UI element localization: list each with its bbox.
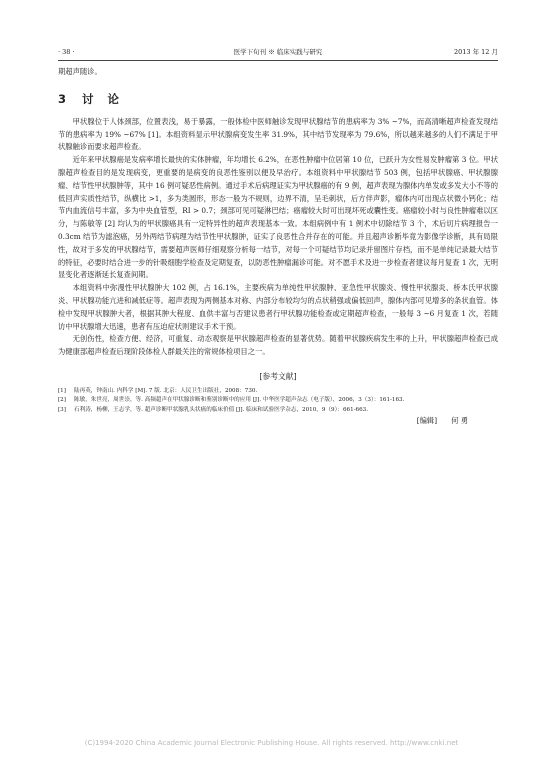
section-number: 3 <box>58 91 67 106</box>
reference-item <box>58 387 498 396</box>
section-heading <box>58 91 498 107</box>
paragraph: 本组资料中弥漫性甲状腺肿大 102 例，占 16.1%，主要疾病为单纯性甲状腺肿、亚急性甲状腺炎、慢性甲状腺炎、桥本氏甲状腺炎、甲状腺功能亢进和减低症等。超声表现为两侧基本对称、内部分布较均匀的点状稍强或偏低回声，腺体内部可见增多的条状血管。体检中发现甲状腺肿大者，根据其肿大程度、血供丰富与否建议患者行甲状腺功能检查或定期超声检查，一般每 3 ~6 月复查 1 次，若随访中甲状腺增大迅速，患者有压迫症状则建议手术干预。 <box>58 283 498 331</box>
journal-name: 医学下旬刊 ※ 临床实践与研究 <box>233 48 323 56</box>
page-number: · 38 · <box>58 48 75 56</box>
running-header <box>58 46 498 58</box>
reference-item <box>58 396 498 405</box>
header-rule <box>58 60 498 61</box>
reference-text: 陈敏，朱世亮，周世崇，等. 高频超声在甲状腺诊断和鉴别诊断中的应用 [J]. 中华医学超声杂志（电子版），2006，3（3）：161-163. <box>74 397 405 404</box>
reference-list <box>58 387 498 415</box>
reference-index: [1] <box>58 387 66 394</box>
paragraph: 甲状腺位于人体颈部，位置表浅，易于暴露，一般体检中医师触诊发现甲状腺结节的患病率为 3% ~7%，而高清晰超声检查发现结节的患病率为 19% ~67% [1]。本组资料显示甲状腺病变发生率 31.9%，其中结节发现率为 79.6%，所以越来越多的人们不满足于甲状腺触诊而要求超声检查。 <box>58 116 498 152</box>
paragraph: 无创伤性，检查方便、经济，可重复、动态观察是甲状腺超声检查的显著优势。随着甲状腺疾病发生率的上升，甲状腺超声检查已成为健康部超声检查后现阶段体检人群最关注的常规体检项目之一。 <box>58 334 498 357</box>
paragraph: 近年来甲状腺癌是发病率增长最快的实体肿瘤，年均增长 6.2%，在恶性肿瘤中位居第 10 位，已跃升为女性易发肿瘤第 3 位。甲状腺超声检查目的是发现病变，更重要的是病变的良恶性鉴别以便及早治疗。本组资料中甲状腺结节 503 例，包括甲状腺癌、甲状腺腺瘤、结节性甲状腺肿等，其中 16 例可疑恶性病例。通过手术后病理证实为甲状腺癌的有 9 例，超声表现为腺体内单发或多发大小不等的低回声实质性结节，纵横比 >1，多为类圆形，形态一般为不规则，边界不清，呈毛刺状，后方伴声影，瘤体内可出现点状微小钙化；结节内血流信号丰富，多为中央血管型，RI > 0.7；颈部可见可疑淋巴结；癌瘤较大时可出现坏死或囊性变。癌瘤较小时与良性肿瘤难以区分，与陈敏等 [2] 均认为的甲状腺癌具有一定特异性的超声表现基本一致。本组病例中有 1 例术中切除结节 3 个，术后切片病理报告一 0.3cm 结节为滤泡癌，另外两结节病理为结节性甲状腺肿，证实了良恶性合并存在的可能。并且超声诊断毕竟为影像学诊断，具有局限性，故对于多发的甲状腺结节，需要超声医师仔细观察分析每一结节，对每一个可疑结节均记录并留图片存档，而不是单纯记录最大结节的特征，必要时结合进一步的针吸细胞学检查及定期复查，以防恶性肿瘤漏诊可能。对不愿手术及进一步检查者建议每月复查 1 次，无明显变化者逐渐延长复查间期。 <box>58 155 498 280</box>
reference-index: [2] <box>58 397 66 404</box>
section-title: 讨 论 <box>82 91 125 106</box>
editor-credit <box>58 415 498 427</box>
reference-text: 陆再英，钟南山. 内科学 [M]. 7 版. 北京：人民卫生出版社，2008：730. <box>74 387 258 394</box>
article-body <box>58 66 498 427</box>
lead-in-text: 期超声随诊。 <box>58 67 102 76</box>
editor-name: 何 勇 <box>451 416 468 426</box>
reference-index: [3] <box>58 406 66 413</box>
reference-item <box>58 406 498 415</box>
reference-text: 石利涛，杨柳，王志学，等. 超声诊断甲状腺乳头状癌的临床价值 [J]. 临床和试验医学杂志，2010，9（9）：661-663. <box>74 406 369 413</box>
issue-date: 2013 年 12 月 <box>453 48 498 56</box>
references-title: [参考文献] <box>259 371 297 381</box>
copyright-footer: (C)1994-2020 China Academic Journal Electronic Publishing House. All rights reserved. http://www.cnki.net <box>84 739 459 747</box>
editor-label: [编辑] <box>416 416 438 426</box>
